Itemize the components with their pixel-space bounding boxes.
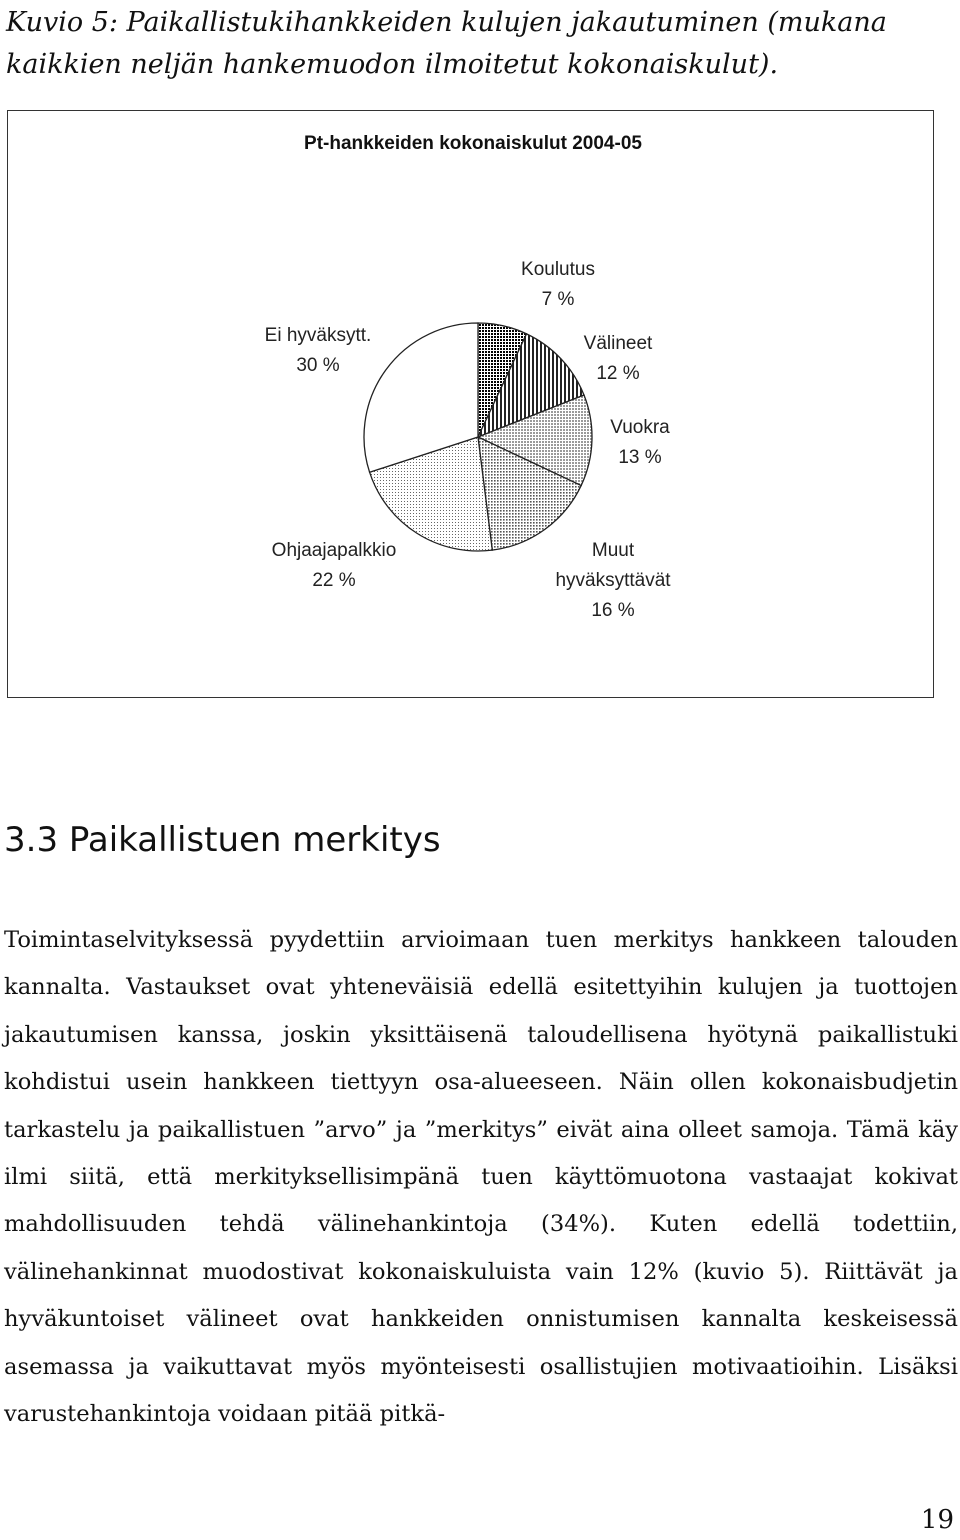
pie-chart-figure xyxy=(7,110,934,698)
pie-slice-label: Ei hyväksytt. 30 % xyxy=(264,325,372,376)
body-paragraph: Toimintaselvityksessä pyydettiin arvioimaan tuen merkitys hankkeen talouden kannalta. Vastaukset ovat yhteneväisiä edellä esitettyihin kulujen ja tuottojen jakautumisen kanssa, joskin yksittäisenä taloudellisena hyötynä paikallistuki kohdistui usein hankkeen tiettyyn osa-alueeseen. Näin ollen kokonaisbudjetin tarkastelu ja paikallistuen ”arvo” ja ”merkitys” eivät aina olleet samoja. Tämä käy ilmi siitä, että merkityksellisimpänä tuen käyttömuotona vastaajat kokivat mahdollisuuden tehdä välinehankintoja (34%). Kuten edellä todettiin, välinehankinnat muodostivat kokonaiskuluista vain 12% (kuvio 5). Riittävät ja hyväkuntoiset välineet ovat hankkeiden onnistumisen kannalta keskeisessä asemassa ja vaikuttavat myös myönteisesti osallistujien motivaatioihin. Lisäksi varustehankintoja voidaan pitää pitkä- xyxy=(4,927,958,1428)
pie-slices xyxy=(364,323,592,551)
pie-chart xyxy=(8,111,935,699)
chart-title: Pt-hankkeiden kokonaiskulut 2004-05 xyxy=(304,133,642,154)
pie-slice-label: Muut hyväksyttävät 16 % xyxy=(555,540,671,621)
section-heading: 3.3 Paikallistuen merkitys xyxy=(4,820,441,860)
pie-slice-label: Koulutus 7 % xyxy=(521,259,595,310)
figure-caption: Kuvio 5: Paikallistukihankkeiden kulujen jakautuminen (mukana kaikkien neljän hankemuodon ilmoitetut kokonaiskulut). xyxy=(6,7,887,80)
pie-slice-label: Ohjaajapalkkio 22 % xyxy=(271,540,397,591)
page-number: 19 xyxy=(920,1505,954,1535)
pie-slice-label: Välineet 12 % xyxy=(583,333,653,384)
pie-slice-label: Vuokra 13 % xyxy=(610,417,670,468)
